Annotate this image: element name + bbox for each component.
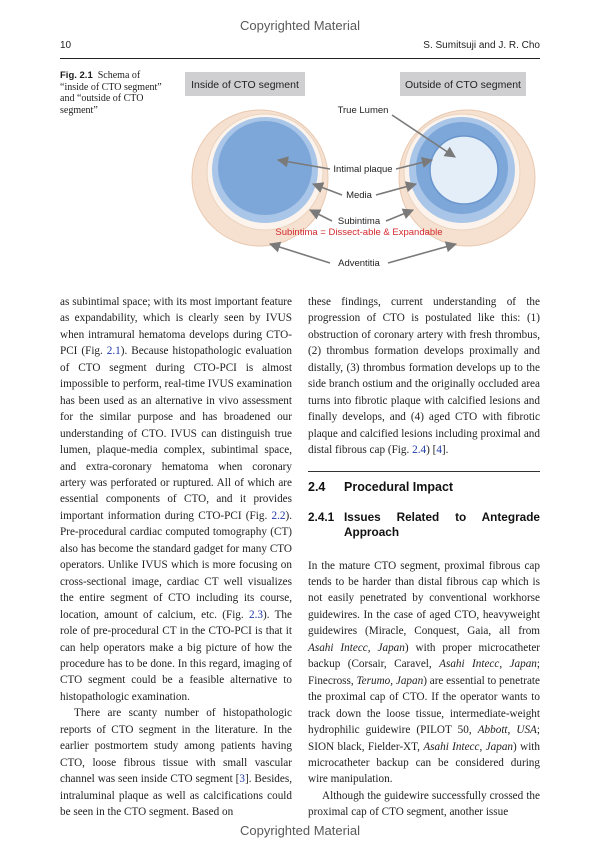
cto-schema-figure xyxy=(170,60,550,280)
outside-cto-vessel xyxy=(399,110,535,246)
figure-reference-link[interactable]: 2.4 xyxy=(412,444,427,457)
page-number: 10 xyxy=(60,40,72,51)
copyright-watermark-bottom: Copyrighted Material xyxy=(240,823,360,838)
label-true-lumen: True Lumen xyxy=(337,105,389,116)
paragraph: Although the guidewire successfully crossed the proximal cap of CTO segment, another issue xyxy=(308,789,540,819)
right-column xyxy=(308,294,540,821)
arrow-adventitia-left xyxy=(270,244,330,263)
arrow-adventitia-right xyxy=(388,244,456,263)
left-column xyxy=(60,294,292,821)
section-rule xyxy=(308,471,540,472)
paragraph: In the mature CTO segment, proximal fibrous cap tends to be harder than distal fibrous cap which is not easily penetrated by conventional workhorse guidewires. In the case of aged CTO, heavyweight guidewires (Miracle, Conquest, Gaia, all from Asahi Intecc, Japan) with proper microcatheter backup (Corsair, Caravel, Asahi Intecc, Japan; Finecross, Terumo, Japan) are essential to penetrate the proximal cap of CTO. If the operator wants to track down the loose tissue, intermediate-weight hydrophilic guidewire (PILOT 50, Abbott, USA; SION black, Fielder-XT, Asahi Intecc, Japan) with microcatheter backup can be considered during wire manipulation. xyxy=(308,559,541,786)
inside-box-label: Inside of CTO segment xyxy=(191,79,299,91)
paragraph: these findings, current understanding of the progression of CTO is postulated like this: (1) obstruction of coronary artery with fresh thrombus, (2) thrombus formation develops proximally and distally, (3) thrombus formation develops up to the side branch ostium and the originally occluded area turns into fibrotic plaque with calcified lesions and finally develops, and (4) aged CTO with fibrotic plaque and calcified lesions including proximal and distal fibrous cap (Fig. 2.4) [4]. xyxy=(308,296,540,457)
header-rule xyxy=(60,58,540,59)
citation-link[interactable]: 4 xyxy=(436,444,442,457)
paragraph: as subintimal space; with its most important feature as expandability, which is clearly seen by IVUS when intramural hematoma develops during CTO-PCI (Fig. 2.1). Because histopathologic evaluation of CTO segment during CTO-PCI is almost impossible to perform, real-time IVUS examination has been used as an alternative in vivo assessment for the similar purpose and has broadened our understanding of CTO. IVUS can distinguish true lumen, plaque-media complex, subintimal space, and extra-coronary hematoma when coronary artery was perforated or ruptured. All of which are essential components of CTO, and it provides important information during CTO-PCI (Fig. 2.2). Pre-procedural cardiac computed tomography (CT) also has become the standard gadget for many CTO operators. Unlike IVUS which is more focusing on cross-sectional image, cardiac CT well visualizes the entire segment of CTO including its course, location, amount of calcium, etc. (Fig. 2.3). The role of pre-procedural CT in the CTO-PCI is that it can help operators make a big picture of how the procedure has to be done. In this regard, imaging of CTO segment could be a feasible alternative to histopathologic examination. xyxy=(60,296,293,703)
outside-box-label: Outside of CTO segment xyxy=(405,79,521,91)
label-adventitia: Adventitia xyxy=(338,258,380,269)
citation-link[interactable]: 3 xyxy=(239,773,245,786)
label-intimal-plaque: Intimal plaque xyxy=(333,164,393,175)
figure-label: Fig. 2.1 xyxy=(60,70,93,81)
figure-caption xyxy=(60,70,165,116)
label-subintima: Subintima xyxy=(337,216,381,227)
figure-reference-link[interactable]: 2.3 xyxy=(249,608,263,621)
copyright-watermark-top: Copyrighted Material xyxy=(240,18,360,33)
subsection-number: 2.4.1 xyxy=(308,509,335,524)
section-title: Procedural Impact xyxy=(344,479,454,494)
running-head-authors: S. Sumitsuji and J. R. Cho xyxy=(423,40,540,51)
label-subintima-note: Subintima = Dissect-able & Expandable xyxy=(275,227,443,238)
figure-reference-link[interactable]: 2.2 xyxy=(271,509,286,522)
inside-cto-vessel xyxy=(192,110,328,246)
section-number: 2.4 xyxy=(308,479,326,494)
figure-reference-link[interactable]: 2.1 xyxy=(106,345,121,358)
subsection-heading xyxy=(308,510,540,540)
paragraph: There are scanty number of histopathologic reports of CTO segment in the literature. In the earlier postmortem study among patients having CTO, loose fibrous tissue with small vascular channel was seen inside CTO segment [3]. Besides, intraluminal plaque as well as calcifications could be seen in the CTO segment. Based on xyxy=(60,707,293,819)
arrow-subintima-right xyxy=(386,210,413,221)
figure-caption-text: Schema of “inside of CTO segment” and “outside of CTO segment” xyxy=(60,70,162,116)
plaque-core-left xyxy=(218,121,312,215)
section-heading xyxy=(308,479,540,495)
subsection-title: Issues Related to Antegrade Approach xyxy=(344,509,540,539)
running-header xyxy=(60,40,540,56)
label-media: Media xyxy=(346,190,372,201)
